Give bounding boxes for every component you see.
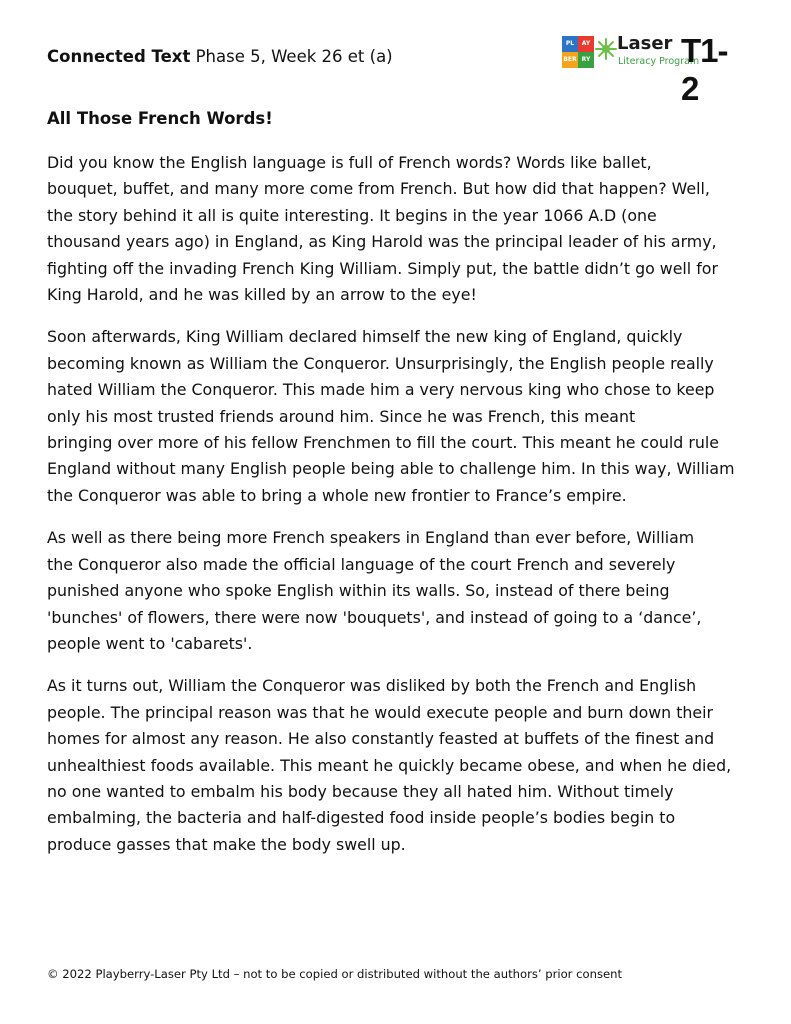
logo-word: Laser — [617, 33, 673, 54]
playberry-grid-icon — [562, 36, 594, 68]
text-line: embalming, the bacteria and half-digested food inside people’s bodies begin to — [47, 808, 676, 828]
text-line: people went to 'cabarets'. — [47, 633, 253, 653]
text-line: the Conqueror was able to bring a whole new frontier to France’s empire. — [47, 485, 627, 505]
logo-subtitle: Literacy Program — [618, 56, 700, 67]
text-line: the story behind it all is quite interesting. It begins in the year 1066 A.D (one — [47, 205, 657, 225]
logo-grid-cell: PL — [562, 36, 578, 52]
article-body — [47, 150, 747, 874]
text-line: Soon afterwards, King William declared himself the new king of England, quickly — [47, 327, 683, 347]
text-line: punished anyone who spoke English within its walls. So, instead of there being — [47, 581, 670, 601]
phase-week-label: Phase 5, Week 26 et (a) — [190, 47, 393, 66]
paragraph — [47, 525, 747, 657]
logo-grid-cell: RY — [578, 52, 594, 68]
text-line: unhealthiest foods available. This meant he quickly became obese, and when he died, — [47, 755, 732, 775]
text-line: thousand years ago) in England, as King Harold was the principal leader of his army, — [47, 232, 717, 252]
text-line: King Harold, and he was killed by an arrow to the eye! — [47, 285, 477, 305]
text-line: homes for almost any reason. He also constantly feasted at buffets of the finest and — [47, 729, 715, 749]
text-line: the Conqueror also made the official language of the court French and severely — [47, 554, 676, 574]
paragraph — [47, 324, 747, 509]
text-line: hated William the Conqueror. This made him a very nervous king who chose to keep — [47, 380, 715, 400]
logo-grid-cell: AY — [578, 36, 594, 52]
text-line: no one wanted to embalm his body because they all hated him. Without timely — [47, 781, 674, 801]
laser-logo — [562, 32, 744, 107]
text-line: only his most trusted friends around him. Since he was French, this meant — [47, 406, 636, 426]
page-title: All Those French Words! — [47, 109, 273, 128]
text-line: people. The principal reason was that he would execute people and burn down their — [47, 702, 714, 722]
page-header — [47, 44, 393, 70]
paragraph — [47, 150, 747, 308]
text-line: 'bunches' of flowers, there were now 'bouquets', and instead of going to a ‘dance’, — [47, 607, 702, 627]
text-line: As it turns out, William the Conqueror was disliked by both the French and English — [47, 676, 697, 696]
text-line: As well as there being more French speakers in England than ever before, William — [47, 528, 695, 548]
paragraph — [47, 673, 747, 858]
logo-grid-cell: BER — [562, 52, 578, 68]
logo-level: T1-2 — [681, 32, 728, 107]
text-line: produce gasses that make the body swell up. — [47, 834, 406, 854]
series-label: Connected Text — [47, 47, 191, 66]
text-line: bouquet, buffet, and many more come from French. But how did that happen? Well, — [47, 179, 710, 199]
laser-burst-icon — [595, 38, 617, 60]
text-line: Did you know the English language is full of French words? Words like ballet, — [47, 153, 652, 172]
text-line: fighting off the invading French King William. Simply put, the battle didn’t go well for — [47, 258, 718, 278]
text-line: becoming known as William the Conqueror. Unsurprisingly, the English people really — [47, 353, 714, 373]
copyright-footer: © 2022 Playberry-Laser Pty Ltd – not to be copied or distributed without the authors’ prior consent — [47, 967, 623, 981]
text-line: England without many English people being able to challenge him. In this way, William — [47, 459, 735, 479]
text-line: bringing over more of his fellow Frenchmen to fill the court. This meant he could rule — [47, 433, 719, 453]
